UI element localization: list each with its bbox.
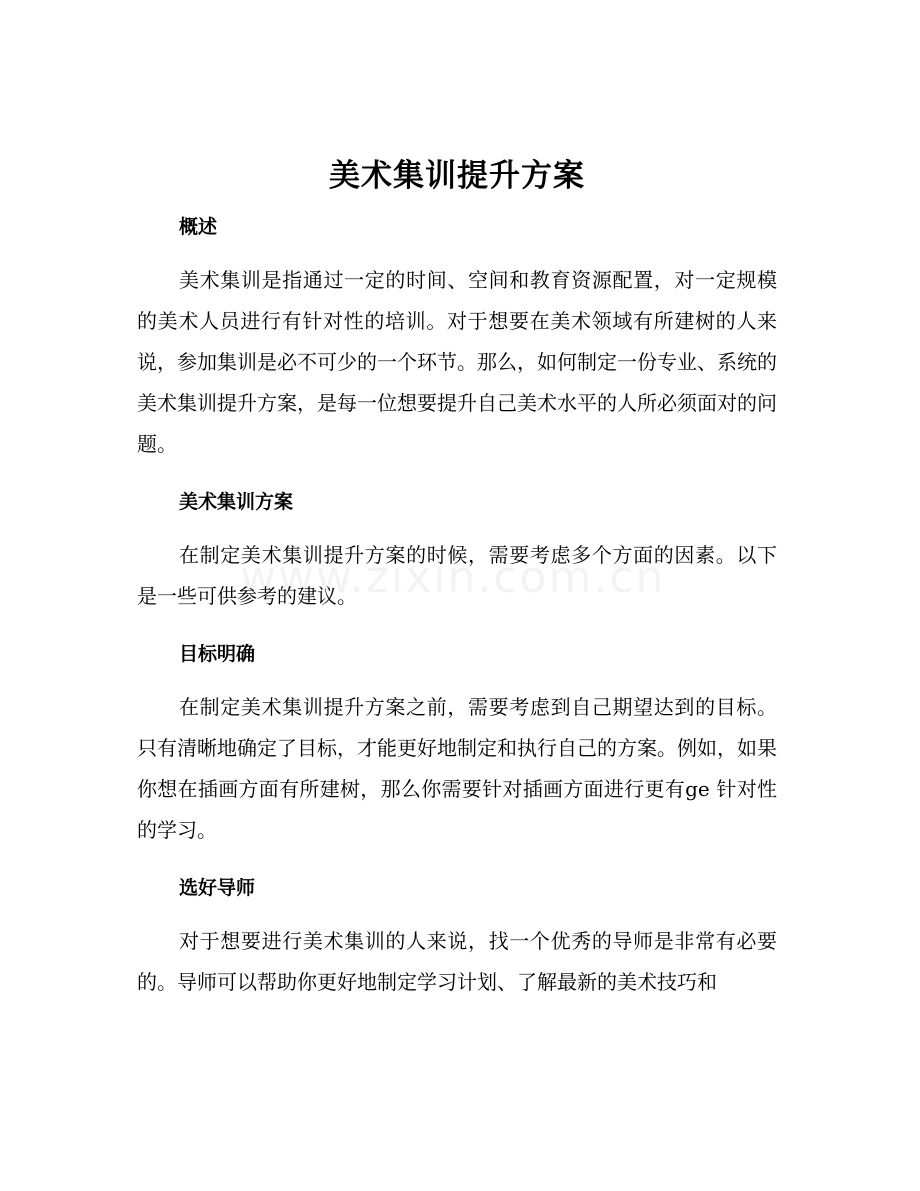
section-paragraph: 在制定美术集训提升方案之前，需要考虑到自己期望达到的目标。只有清晰地确定了目标，才能更好地制定和执行自己的方案。例如，如果你想在插画方面有所建树，那么你需要针对插画方面进行更有ge 针对性的学习。 — [137, 695, 777, 842]
section-heading: 目标明确 — [179, 643, 256, 665]
section-clear-goals — [137, 641, 777, 851]
section-heading: 美术集训方案 — [179, 491, 294, 513]
section-heading: 概述 — [179, 216, 218, 238]
section-paragraph: 美术集训是指通过一定的时间、空间和教育资源配置，对一定规模的美术人员进行有针对性的培训。对于想要在美术领域有所建树的人来说，参加集训是必不可少的一个环节。那么，如何制定一份专业、系统的美术集训提升方案，是每一位想要提升自己美术水平的人所必须面对的问题。 — [137, 268, 777, 456]
section-paragraph: 在制定美术集训提升方案的时候，需要考虑多个方面的因素。以下是一些可供参考的建议。 — [137, 543, 777, 608]
document-body — [137, 150, 777, 1003]
section-heading: 选好导师 — [179, 877, 256, 899]
section-overview — [137, 214, 777, 465]
section-training-plan — [137, 489, 777, 617]
document-title: 美术集训提升方案 — [329, 158, 585, 194]
section-paragraph: 对于想要进行美术集训的人来说，找一个优秀的导师是非常有必要的。导师可以帮助你更好地制定学习计划、了解最新的美术技巧和 — [137, 929, 777, 994]
section-choose-mentor — [137, 875, 777, 1003]
